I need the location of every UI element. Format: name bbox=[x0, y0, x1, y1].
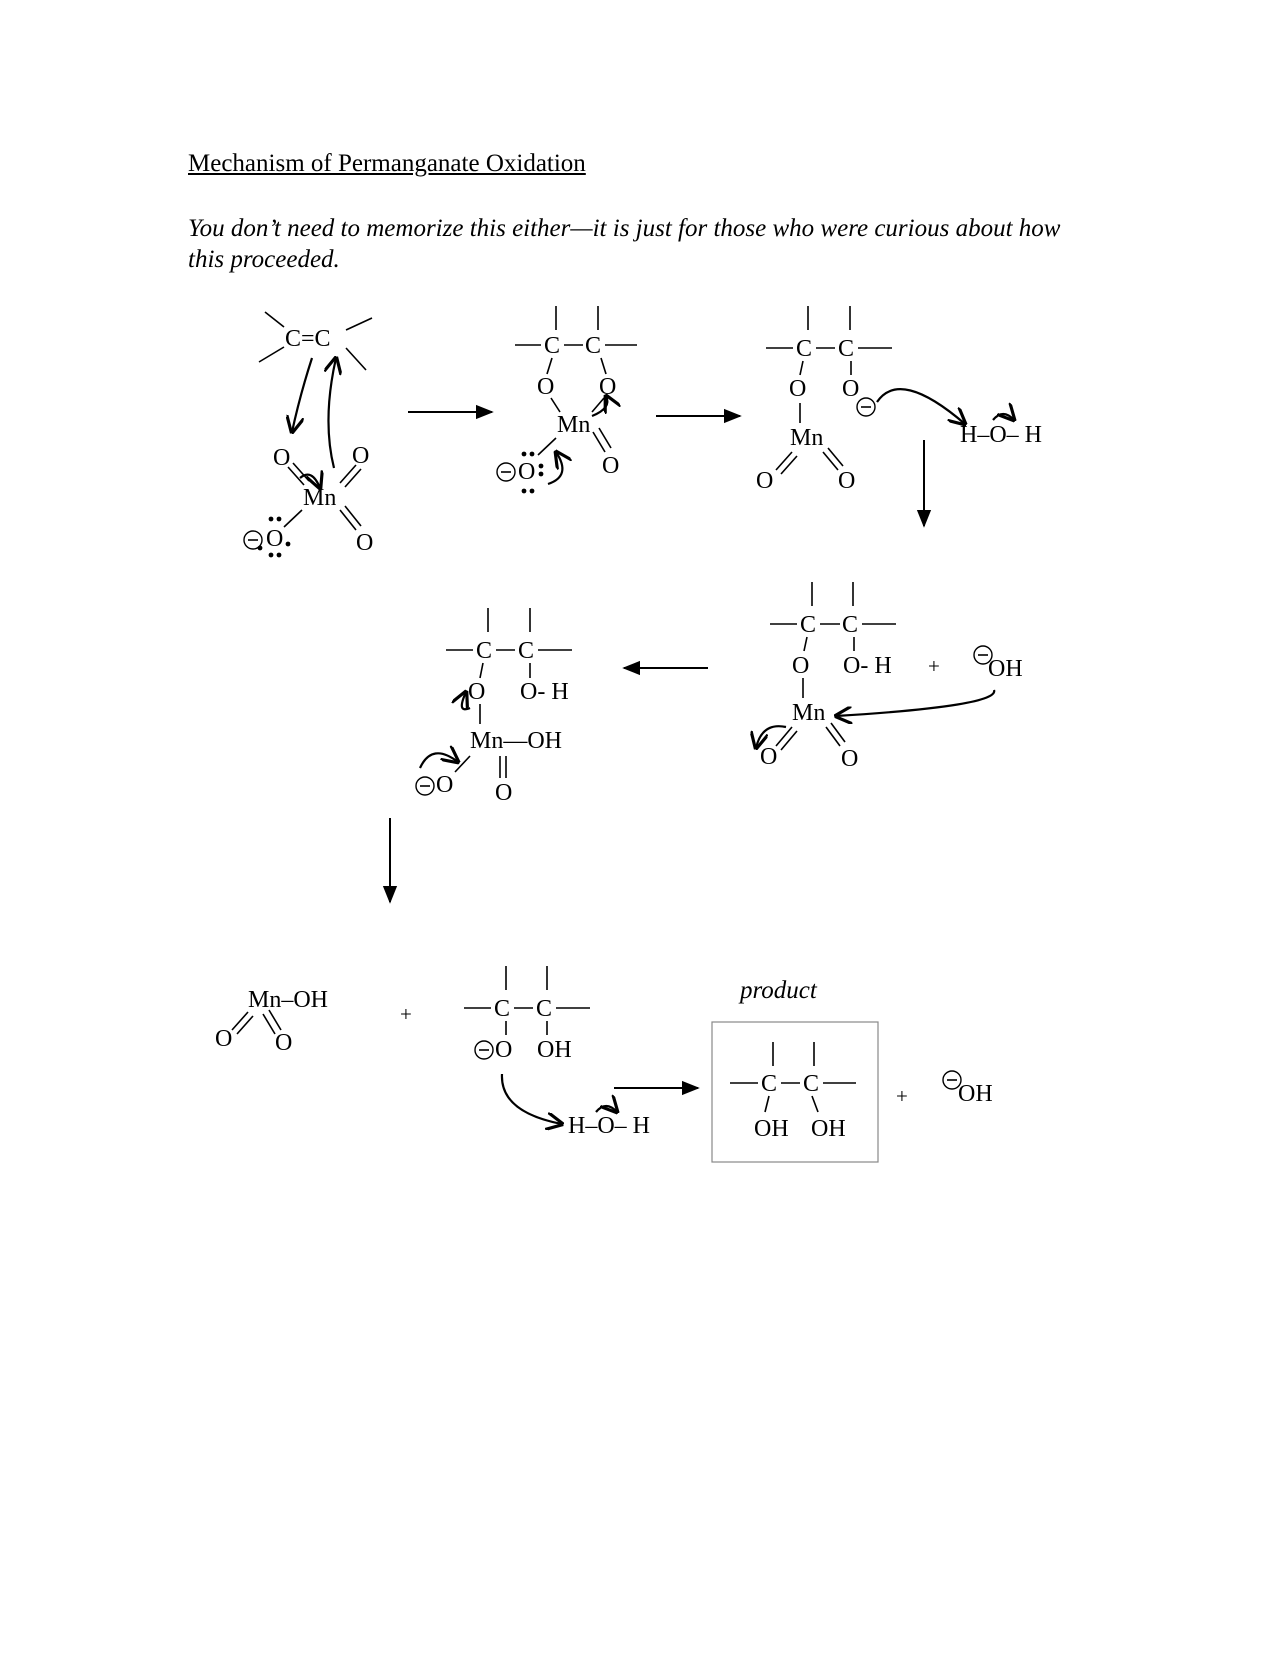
carbon-label: C bbox=[476, 638, 493, 664]
manganese-label: Mn bbox=[792, 700, 826, 726]
carbon-label: C bbox=[494, 996, 511, 1022]
carbon-label: C bbox=[544, 333, 561, 359]
oxygen-label: O bbox=[602, 453, 620, 479]
manganese-hydroxide-label: Mn–OH bbox=[248, 987, 329, 1013]
oxygen-label: O bbox=[792, 653, 810, 679]
curved-arrow-icon bbox=[993, 414, 1014, 420]
hydroxyl-label: O- H bbox=[520, 679, 569, 705]
carbon-label: C bbox=[838, 336, 855, 362]
oxygen-label: O bbox=[352, 443, 370, 469]
oxygen-label: O bbox=[495, 1037, 513, 1063]
manganese-label: Mn bbox=[557, 412, 591, 438]
structure-alkene-permanganate bbox=[244, 312, 373, 557]
curved-arrow-icon bbox=[596, 1106, 617, 1112]
oxygen-label: O bbox=[468, 679, 486, 705]
carbon-label: C bbox=[518, 638, 535, 664]
carbon-label: C bbox=[803, 1071, 820, 1097]
hydroxide-label: OH bbox=[958, 1081, 993, 1107]
oxygen-label: O bbox=[841, 746, 859, 772]
plus-sign: + bbox=[896, 1084, 908, 1108]
oxygen-label: O bbox=[537, 374, 555, 400]
page-title: Mechanism of Permanganate Oxidation bbox=[188, 150, 586, 177]
italic-note: You don’t need to memorize this either—it is just for those who were curious about how this proceeded. bbox=[188, 215, 1061, 273]
curved-arrow-icon bbox=[877, 389, 965, 424]
oxygen-label: O bbox=[842, 376, 860, 402]
oxygen-label: O bbox=[273, 445, 291, 471]
oxygen-label: O bbox=[760, 744, 778, 770]
curved-arrow-icon bbox=[328, 358, 336, 468]
curved-arrow-icon bbox=[548, 452, 562, 484]
carbon-label: C bbox=[796, 336, 813, 362]
oxygen-label: O bbox=[599, 374, 617, 400]
oxygen-label: O bbox=[436, 772, 454, 798]
water-label: H–O– H bbox=[568, 1113, 650, 1139]
structure-ring-opened bbox=[756, 306, 1042, 494]
manganese-hydroxide-label: Mn—OH bbox=[470, 728, 563, 754]
hydroxyl-label: OH bbox=[754, 1116, 789, 1142]
oxygen-label: O bbox=[266, 526, 284, 552]
water-label: H–O– H bbox=[960, 422, 1042, 448]
hydroxide-label: OH bbox=[988, 656, 1023, 682]
oxygen-label: O bbox=[275, 1030, 293, 1056]
hydroxyl-label: O- H bbox=[843, 653, 892, 679]
structure-alkoxide-diol bbox=[464, 966, 650, 1139]
curved-arrow-icon bbox=[420, 753, 458, 768]
hydroxyl-label: OH bbox=[811, 1116, 846, 1142]
oxygen-label: O bbox=[215, 1026, 233, 1052]
oxygen-label: O bbox=[518, 459, 536, 485]
oxygen-label: O bbox=[756, 468, 774, 494]
carbon-label: C bbox=[536, 996, 553, 1022]
structure-manganate-byproduct bbox=[215, 987, 328, 1056]
manganese-label: Mn bbox=[303, 485, 337, 511]
structure-mn-hydroxide-adduct bbox=[416, 608, 572, 806]
manganese-label: Mn bbox=[790, 425, 824, 451]
carbon-label: C bbox=[761, 1071, 778, 1097]
carbon-label: C bbox=[842, 612, 859, 638]
oxygen-label: O bbox=[789, 376, 807, 402]
structure-cyclic-manganate bbox=[497, 306, 637, 493]
plus-sign: + bbox=[400, 1002, 412, 1026]
curved-arrow-icon bbox=[292, 358, 312, 432]
product-box bbox=[712, 1022, 878, 1162]
structure-protonated bbox=[756, 582, 1023, 772]
carbon-label: C bbox=[585, 333, 602, 359]
curved-arrow-icon bbox=[836, 690, 994, 716]
carbon-label: C bbox=[800, 612, 817, 638]
product-label: product bbox=[740, 977, 817, 1004]
oxygen-label: O bbox=[838, 468, 856, 494]
hydroxyl-label: OH bbox=[537, 1037, 572, 1063]
oxygen-label: O bbox=[495, 780, 513, 806]
alkene-label: C=C bbox=[285, 326, 331, 352]
curved-arrow-icon bbox=[502, 1074, 562, 1124]
oxygen-label: O bbox=[356, 530, 374, 556]
structure-diol-product bbox=[730, 1042, 856, 1142]
plus-sign: + bbox=[928, 654, 940, 678]
